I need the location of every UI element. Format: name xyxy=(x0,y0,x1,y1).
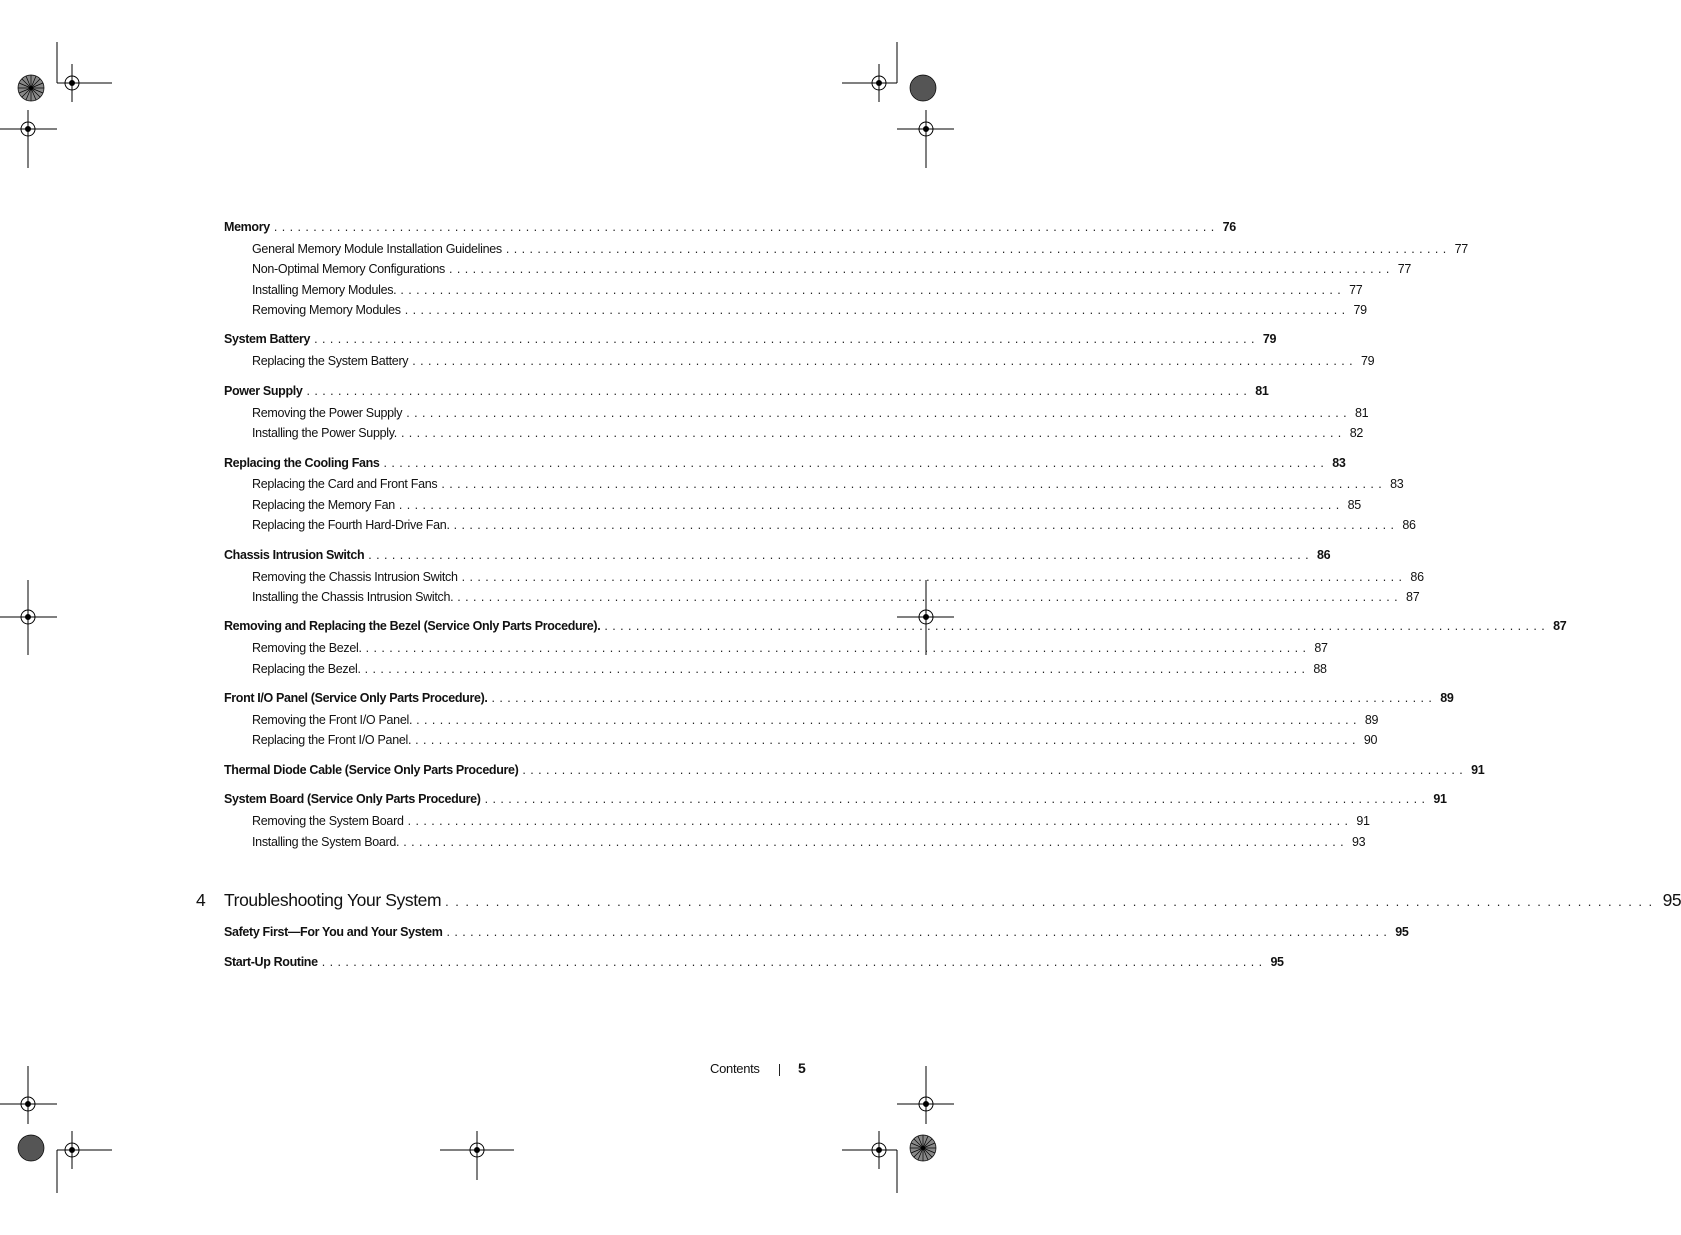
toc-section[interactable] xyxy=(224,792,1447,806)
dot-leader: ........................................................................................................................ xyxy=(368,548,1313,562)
dot-leader: ........................................................................................................................ xyxy=(398,498,1344,512)
toc-section[interactable] xyxy=(224,548,1331,562)
toc-section[interactable] xyxy=(224,220,1236,234)
dot-leader: ........................................................................................................................ xyxy=(505,242,1451,256)
dot-leader: ........................................................................................................................ xyxy=(406,406,1351,420)
toc-subsection[interactable] xyxy=(252,713,1379,727)
chapter-number: 4 xyxy=(196,890,206,910)
toc-entry-page: 86 xyxy=(1402,518,1416,532)
toc-entry-title: Chassis Intrusion Switch xyxy=(224,548,365,562)
footer-separator xyxy=(779,1064,780,1076)
toc-entry-page: 76 xyxy=(1222,220,1236,234)
page-number: 5 xyxy=(798,1060,806,1076)
toc-entry-page: 77 xyxy=(1397,262,1412,276)
toc-section[interactable] xyxy=(224,925,1409,939)
toc-entry-title: Front I/O Panel (Service Only Parts Procedure). xyxy=(224,691,488,705)
toc-chapter[interactable] xyxy=(196,890,1681,911)
toc-entry-page: 91 xyxy=(1471,763,1485,777)
toc-entry-title: Start-Up Routine xyxy=(224,955,318,969)
toc-entry-page: 91 xyxy=(1356,814,1370,828)
toc-entry-title: System Battery xyxy=(224,332,311,346)
toc-subsection[interactable] xyxy=(252,570,1424,584)
toc-entry-title: Replacing the Cooling Fans xyxy=(224,456,380,470)
dot-leader: ........................................................................................................................ xyxy=(416,713,1361,727)
page-footer xyxy=(690,1061,810,1083)
toc-entry-page: 86 xyxy=(1317,548,1331,562)
toc-entry-page: 85 xyxy=(1347,498,1361,512)
toc-section[interactable] xyxy=(224,619,1567,633)
dot-leader: ........................................................................................................................ xyxy=(407,814,1353,828)
dot-leader: ........................................................................................................................ xyxy=(306,384,1252,398)
toc-entry-title: Replacing the Fourth Hard-Drive Fan. xyxy=(252,518,450,532)
toc-entry-page: 93 xyxy=(1351,835,1366,849)
toc-entry-title: Replacing the Bezel. xyxy=(252,662,361,676)
dot-leader: ........................................................................................................................ xyxy=(445,894,1659,909)
toc-entry-title: Removing the Power Supply xyxy=(252,406,403,420)
toc-entry-page: 89 xyxy=(1440,691,1454,705)
toc-entry-page: 91 xyxy=(1433,792,1447,806)
dot-leader: ........................................................................................................................ xyxy=(522,763,1468,777)
dot-leader: ........................................................................................................................ xyxy=(365,641,1311,655)
toc-subsection[interactable] xyxy=(252,262,1412,276)
toc-section[interactable] xyxy=(224,763,1485,777)
dot-leader: ........................................................................................................................ xyxy=(448,262,1394,276)
toc-entry-title: Replacing the Front I/O Panel. xyxy=(252,733,412,747)
toc-subsection[interactable] xyxy=(252,283,1363,297)
toc-subsection[interactable] xyxy=(252,354,1375,368)
toc-entry-page: 77 xyxy=(1349,283,1363,297)
toc-entry-title: Thermal Diode Cable (Service Only Parts Procedure) xyxy=(224,763,519,777)
dot-leader: ........................................................................................................................ xyxy=(321,955,1267,969)
toc-entry-title: Installing the System Board. xyxy=(252,835,400,849)
toc-entry-title: Installing the Chassis Intrusion Switch. xyxy=(252,590,454,604)
toc-entry-page: 81 xyxy=(1255,384,1269,398)
toc-entry-title: Installing the Power Supply. xyxy=(252,426,397,440)
dot-leader: ........................................................................................................................ xyxy=(453,518,1399,532)
toc-subsection[interactable] xyxy=(252,662,1327,676)
dot-leader: ........................................................................................................................ xyxy=(400,283,1346,297)
toc-entry-title: System Board (Service Only Parts Procedure) xyxy=(224,792,481,806)
toc-entry-title: Removing the Front I/O Panel. xyxy=(252,713,413,727)
toc-entry-page: 87 xyxy=(1406,590,1420,604)
toc-entry-page: 90 xyxy=(1363,733,1378,747)
toc-subsection[interactable] xyxy=(252,518,1416,532)
toc-entry-title: Power Supply xyxy=(224,384,303,398)
toc-entry-title: Removing and Replacing the Bezel (Service Only Parts Procedure). xyxy=(224,619,601,633)
dot-leader: ........................................................................................................................ xyxy=(457,590,1403,604)
toc-entry-title: General Memory Module Installation Guidelines xyxy=(252,242,502,256)
toc-section[interactable] xyxy=(224,456,1346,470)
toc-entry-page: 95 xyxy=(1395,925,1409,939)
toc-subsection[interactable] xyxy=(252,426,1363,440)
toc-entry-title: Replacing the Card and Front Fans xyxy=(252,477,438,491)
toc-entry-page: 81 xyxy=(1354,406,1369,420)
dot-leader: ........................................................................................................................ xyxy=(461,570,1407,584)
toc-section[interactable] xyxy=(224,332,1277,346)
toc-subsection[interactable] xyxy=(252,835,1366,849)
dot-leader: ........................................................................................................................ xyxy=(400,426,1346,440)
toc-entry-page: 79 xyxy=(1262,332,1277,346)
toc-entry-page: 88 xyxy=(1313,662,1327,676)
toc-entry-title: Removing the Bezel. xyxy=(252,641,362,655)
toc-entry-title: Non-Optimal Memory Configurations xyxy=(252,262,445,276)
dot-leader: ........................................................................................................................ xyxy=(403,835,1348,849)
dot-leader: ........................................................................................................................ xyxy=(314,332,1259,346)
dot-leader: ........................................................................................................................ xyxy=(441,477,1387,491)
toc-entry-page: 95 xyxy=(1662,890,1681,910)
dot-leader: ........................................................................................................................ xyxy=(484,792,1430,806)
toc-subsection[interactable] xyxy=(252,498,1361,512)
dot-leader: ........................................................................................................................ xyxy=(604,619,1550,633)
toc-entry-title: Memory xyxy=(224,220,270,234)
toc-entry-title: Removing Memory Modules xyxy=(252,303,401,317)
dot-leader: ........................................................................................................................ xyxy=(383,456,1329,470)
toc-entry-page: 82 xyxy=(1349,426,1363,440)
dot-leader: ........................................................................................................................ xyxy=(364,662,1310,676)
dot-leader: ........................................................................................................................ xyxy=(404,303,1350,317)
toc-subsection[interactable] xyxy=(252,406,1369,420)
toc-section[interactable] xyxy=(224,955,1284,969)
toc-entry-page: 95 xyxy=(1270,955,1284,969)
toc-subsection[interactable] xyxy=(252,590,1420,604)
toc-subsection[interactable] xyxy=(252,303,1367,317)
toc-entry-title: Troubleshooting Your System xyxy=(224,890,442,910)
toc-entry-page: 89 xyxy=(1364,713,1379,727)
toc-section[interactable] xyxy=(224,691,1454,705)
toc-entry-title: Removing the System Board xyxy=(252,814,404,828)
toc-entry-page: 79 xyxy=(1361,354,1375,368)
toc-entry-page: 83 xyxy=(1332,456,1346,470)
toc-entry-title: Replacing the System Battery xyxy=(252,354,409,368)
dot-leader: ........................................................................................................................ xyxy=(273,220,1219,234)
toc-entry-page: 77 xyxy=(1454,242,1468,256)
toc-entry-title: Replacing the Memory Fan xyxy=(252,498,395,512)
toc-section[interactable] xyxy=(224,384,1269,398)
toc-subsection[interactable] xyxy=(252,242,1468,256)
toc-entry-page: 87 xyxy=(1314,641,1328,655)
toc-entry-page: 86 xyxy=(1410,570,1424,584)
dot-leader: ........................................................................................................................ xyxy=(446,925,1392,939)
toc-subsection[interactable] xyxy=(252,814,1370,828)
toc-entry-title: Installing Memory Modules. xyxy=(252,283,397,297)
toc-subsection[interactable] xyxy=(252,641,1328,655)
toc-entry-page: 79 xyxy=(1353,303,1367,317)
toc-subsection[interactable] xyxy=(252,477,1404,491)
toc-entry-title: Safety First—For You and Your System xyxy=(224,925,443,939)
footer-label: Contents xyxy=(710,1061,760,1076)
toc-subsection[interactable] xyxy=(252,733,1378,747)
dot-leader: ........................................................................................................................ xyxy=(491,691,1437,705)
toc-entry-title: Removing the Chassis Intrusion Switch xyxy=(252,570,458,584)
toc-entry-page: 87 xyxy=(1553,619,1567,633)
dot-leader: ........................................................................................................................ xyxy=(412,354,1358,368)
dot-leader: ........................................................................................................................ xyxy=(415,733,1360,747)
toc-entry-page: 83 xyxy=(1390,477,1404,491)
